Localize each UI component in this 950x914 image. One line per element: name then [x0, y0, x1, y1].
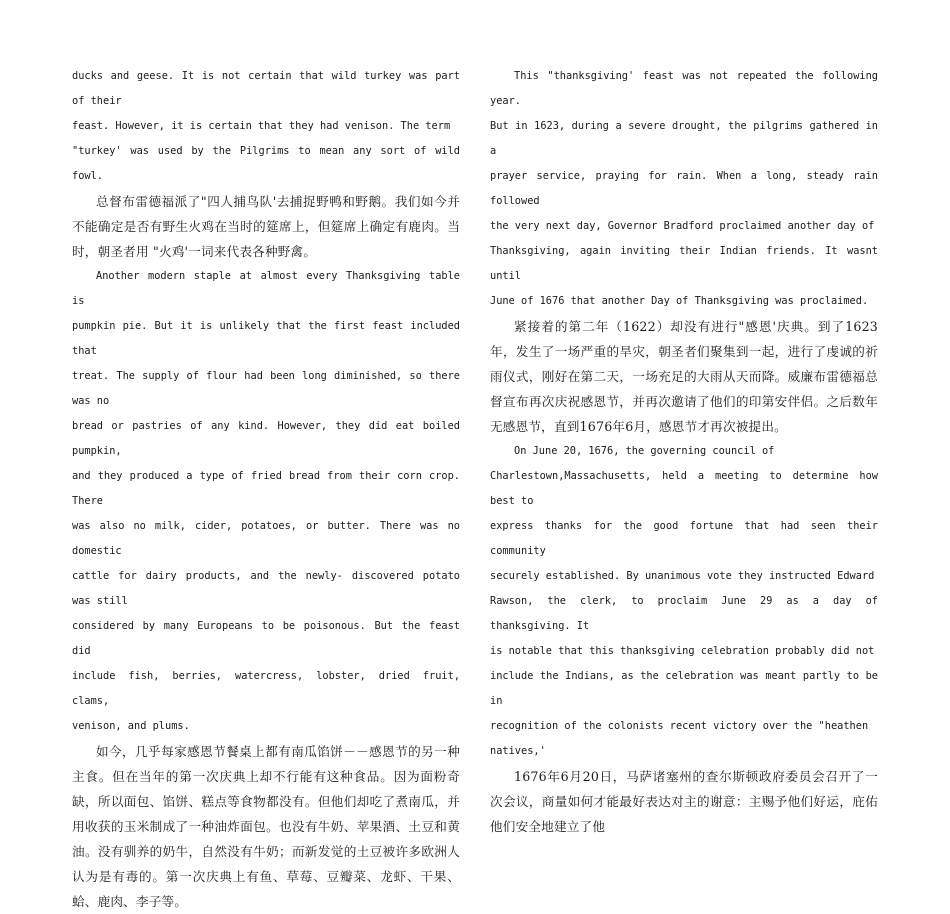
left-column — [72, 64, 460, 914]
right-column — [490, 64, 878, 839]
right-paragraph-2: 紧接着的第二年（1622）却没有进行"感恩'庆典。到了1623年，发生了一场严重的旱灾，朝圣者们聚集到一起，进行了虔诚的祈雨仪式，刚好在第二天，一场充足的大雨从天而降。威廉布雷德福总督宣布再次庆祝感恩节，并再次邀请了他们的印第安伴侣。之后数年无感恩节，直到1676年6月，感恩节才再次被提出。 — [490, 319, 878, 434]
left-paragraph-3: Another modern staple at almost every Thanksgiving table is pumpkin pie. But it is unlikely that the first feast included that treat. The supply of flour had been long diminished, so there was no bread or pastries of any kind. However, they did eat boiled pumpkin, and they produced a type of fried bread from their corn crop. There was also no milk, cider, potatoes, or butter. There was no domestic cattle for dairy products, and the newly- discovered potato was still considered by many Europeans to be poisonous. But the feast did include fish, berries, watercress, lobster, dried fruit, clams, venison, and plums. — [72, 270, 460, 732]
left-paragraph-1: ducks and geese. It is not certain that wild turkey was part of their feast. However, it is certain that they had venison. The term "turkey' was used by the Pilgrims to mean any sort of wild fowl. — [72, 70, 460, 182]
right-paragraph-4: 1676年6月20日，马萨诸塞州的查尔斯顿政府委员会召开了一次会议，商量如何才能最好表达对主的谢意：主赐予他们好运，庇佑他们安全地建立了他 — [490, 769, 878, 834]
left-paragraph-2: 总督布雷德福派了"四人捕鸟队'去捕捉野鸭和野鹅。我们如今并不能确定是否有野生火鸡在当时的筵席上，但筵席上确定有鹿肉。当时，朝圣者用 "火鸡'一词来代表各种野禽。 — [72, 194, 460, 259]
right-paragraph-3: On June 20, 1676, the governing council of Charlestown,Massachusetts, held a meeting to determine how best to express thanks for the good fortune that had seen their community securely established. By unanimous vote they instructed Edward Rawson, the clerk, to proclaim June 29 as a day of thanksgiving. It is notable that this thanksgiving celebration probably did not include the Indians, as the celebration was meant partly to be in recognition of the colonists recent victory over the "heathen natives,' — [490, 445, 878, 757]
left-paragraph-4: 如今，几乎每家感恩节餐桌上都有南瓜馅饼－－感恩节的另一种主食。但在当年的第一次庆典上却不行能有这种食品。因为面粉奇缺，所以面包、馅饼、糕点等食物都没有。但他们却吃了煮南瓜，并用收获的玉米制成了一种油炸面包。也没有牛奶、苹果酒、土豆和黄油。没有驯养的奶牛，自然没有牛奶；而新发觉的土豆被许多欧洲人认为是有毒的。第一次庆典上有鱼、草莓、豆瓣菜、龙虾、干果、蛤、鹿肉、李子等。 — [72, 744, 460, 909]
right-paragraph-1: This "thanksgiving' feast was not repeated the following year. But in 1623, during a severe drought, the pilgrims gathered in a prayer service, praying for rain. When a long, steady rain followed the very next day, Governor Bradford proclaimed another day of Thanksgiving, again inviting their Indian friends. It wasnt until June of 1676 that another Day of Thanksgiving was proclaimed. — [490, 70, 878, 307]
